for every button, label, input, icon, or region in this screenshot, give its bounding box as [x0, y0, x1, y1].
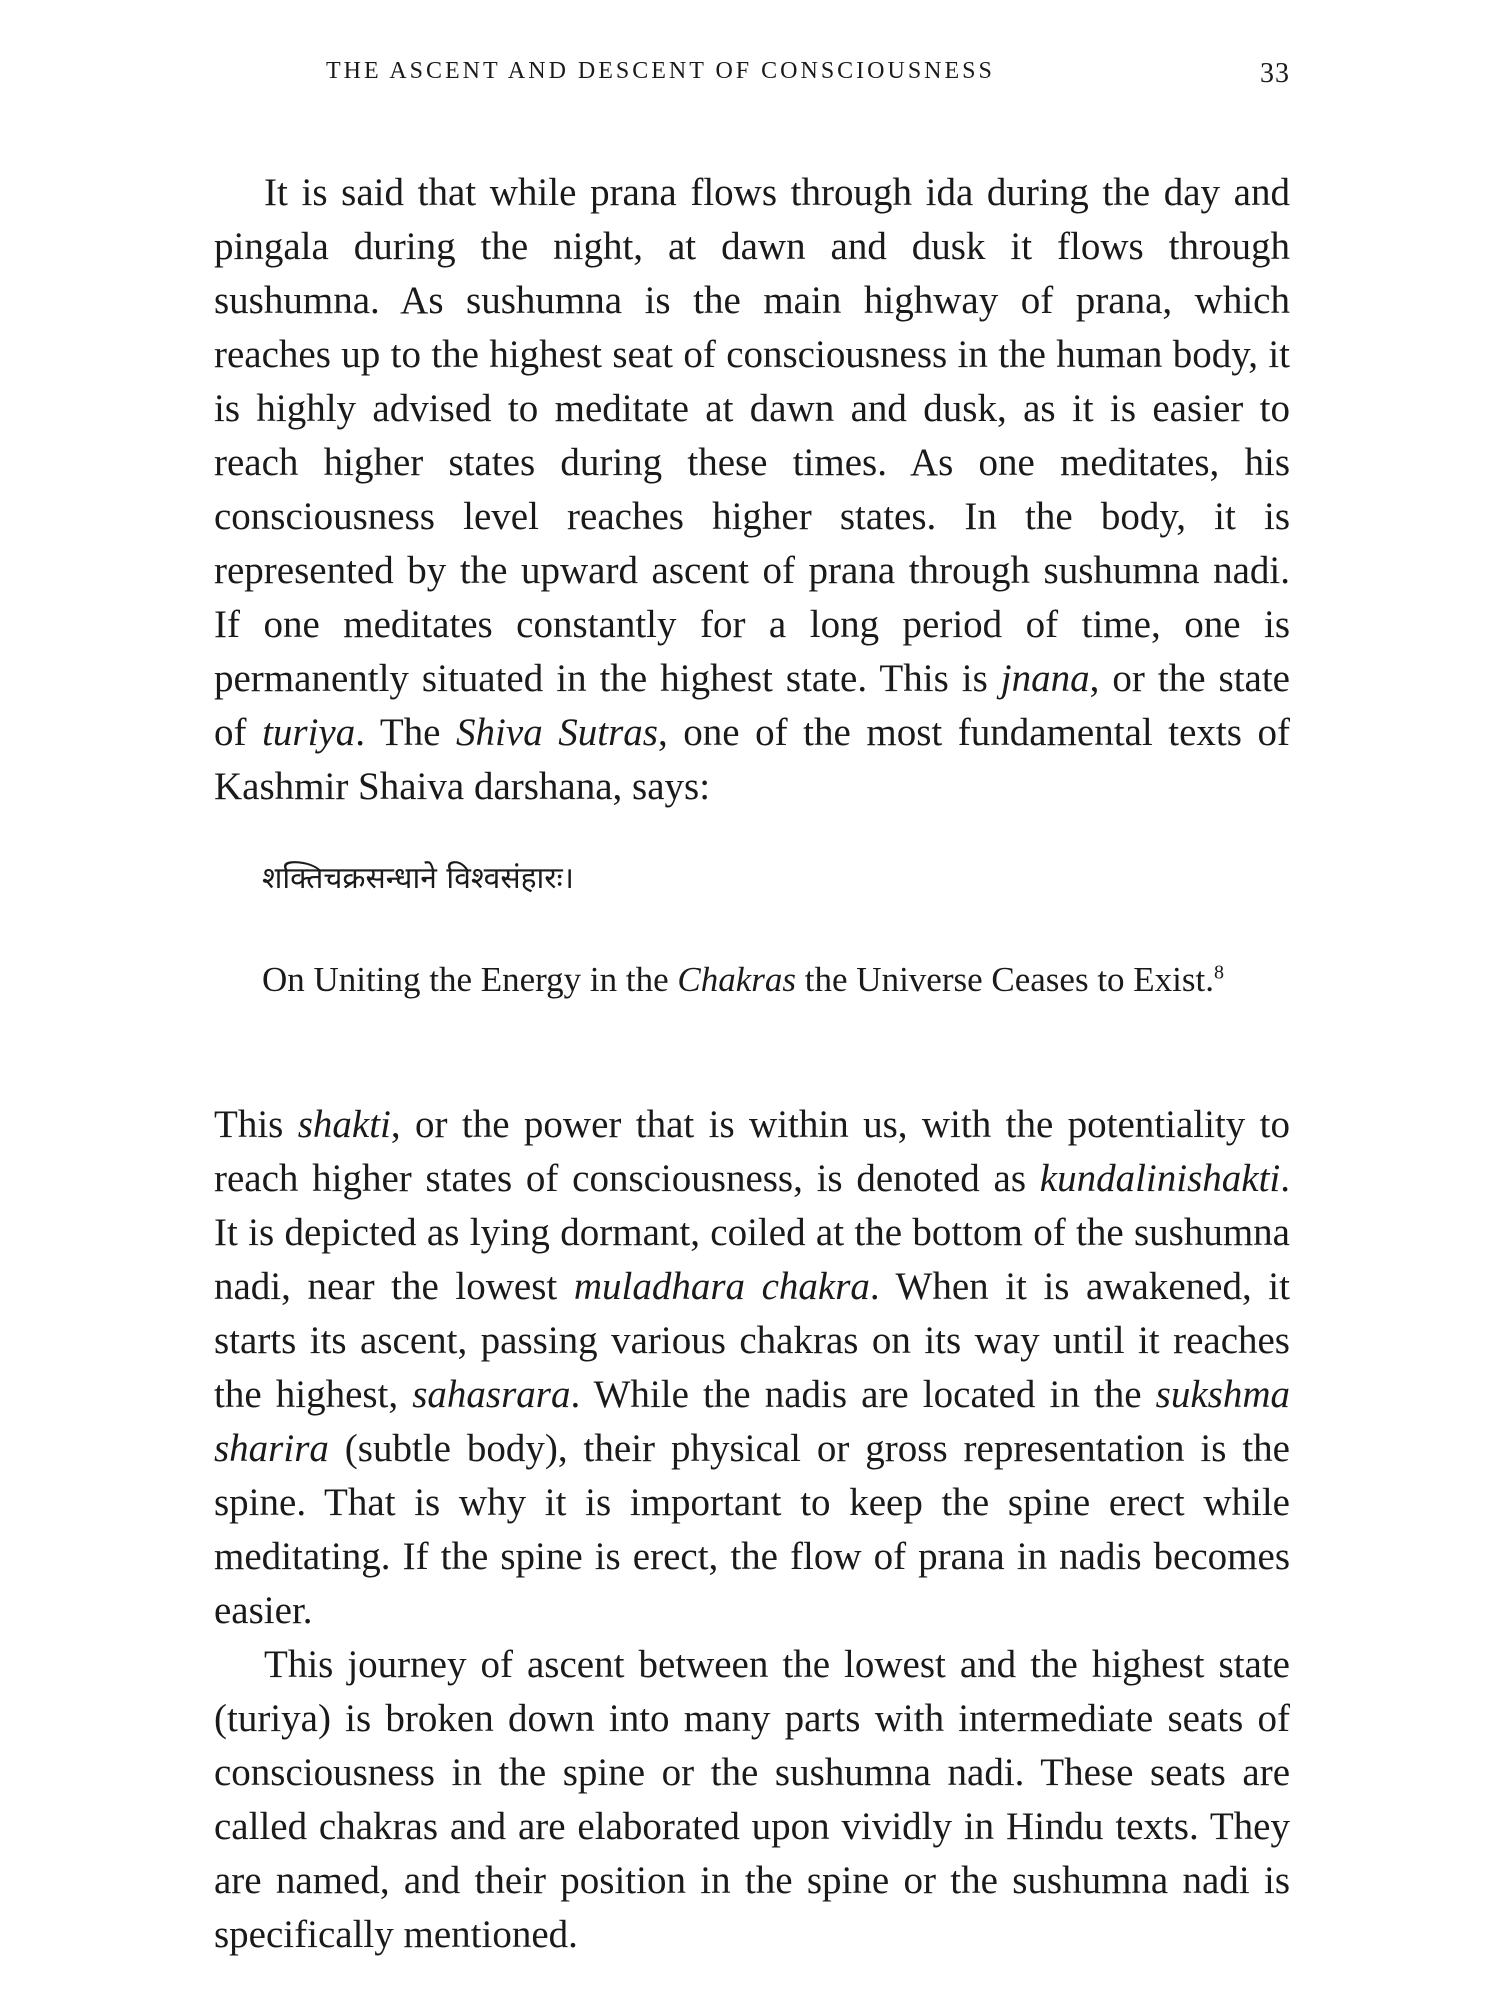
italic-term: jnana — [1000, 657, 1090, 700]
text-segment: It is said that while prana flows through ida during the day and pingala during the night, at dawn and dusk it flows through sushumna. As sushumna is the main highway of prana, which reaches up to the highest seat of consciousness in the human body, it is highly advised to meditate at dawn and dusk, as it is easier to reach higher states during these times. As one meditates, his consciousness level reaches higher states. In the body, it is represented by the upward ascent of prana through sushumna nadi. If one meditates constantly for a long period of time, one is permanently situated in the highest state. This is — [214, 171, 1290, 700]
paragraph-1 — [214, 166, 1290, 814]
text-segment: On Uniting the Energy in the — [262, 960, 678, 999]
body-text-lower — [214, 1098, 1290, 1962]
footnote-marker: 8 — [1214, 961, 1224, 984]
italic-term: turiya — [262, 711, 356, 754]
running-title: THE ASCENT AND DESCENT OF CONSCIOUSNESS — [326, 58, 995, 84]
text-segment: the Universe Ceases to Exist. — [796, 960, 1214, 999]
italic-term: muladhara chakra — [573, 1265, 870, 1308]
italic-term: sukshma sharira — [214, 1373, 1290, 1470]
paragraph-2 — [214, 1098, 1290, 1638]
sanskrit-verse: शक्तिचक्रसन्धाने विश्वसंहारः। — [262, 861, 574, 896]
italic-term: Shiva Sutras — [456, 711, 658, 754]
italic-term: sahasrara — [412, 1373, 571, 1416]
text-segment: , one of the most fundamental texts of Kashmir Shaiva darshana, says: — [214, 711, 1290, 808]
italic-term: Chakras — [677, 960, 797, 999]
running-head — [300, 52, 1290, 92]
text-segment: . When it is awakened, it starts its ascent, passing various chakras on its way until it reaches the highest, — [214, 1265, 1290, 1416]
text-segment: , or the state of — [214, 657, 1290, 754]
text-segment: This — [214, 1103, 298, 1146]
text-segment: . While the nadis are located in the — [570, 1373, 1156, 1416]
page-number: 33 — [1260, 58, 1290, 89]
paragraph-3: This journey of ascent between the lowest and the highest state (turiya) is broken down into many parts with intermediate seats of consciousness in the spine or the sushumna nadi. These seats are called chakras and are elaborated upon vividly in Hindu texts. They are named, and their position in the spine or the sushumna nadi is specifically mentioned. — [214, 1643, 1290, 1956]
italic-term: kundalinishakti — [1039, 1157, 1281, 1200]
text-segment: . The — [355, 711, 457, 754]
text-segment: . It is depicted as lying dormant, coiled at the bottom of the sushumna nadi, near the lowest — [214, 1157, 1290, 1308]
italic-term: shakti — [297, 1103, 391, 1146]
verse-translation — [262, 956, 1252, 1004]
text-segment: , or the power that is within us, with the potentiality to reach higher states of consciousness, is denoted as — [214, 1103, 1290, 1200]
text-segment: (subtle body), their physical or gross representation is the spine. That is why it is important to keep the spine erect while meditating. If the spine is erect, the flow of prana in nadis becomes easier. — [214, 1427, 1290, 1632]
body-text-upper — [214, 166, 1290, 814]
